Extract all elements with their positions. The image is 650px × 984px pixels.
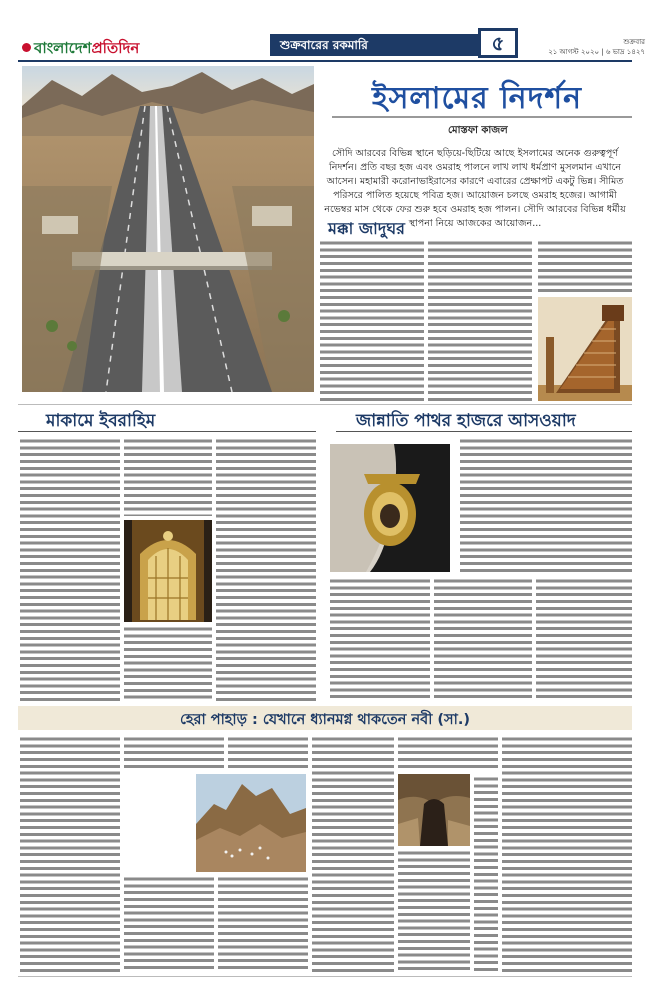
newspaper-logo[interactable]	[22, 37, 139, 62]
hera-column-5-top	[398, 736, 498, 770]
section-heading-hajar-aswad: জান্নাতি পাথর হাজরে আসওয়াদ	[356, 411, 576, 431]
hajar-column-2	[434, 578, 532, 702]
hera-mountain-photo	[196, 774, 306, 872]
masthead-rule	[18, 60, 632, 62]
hera-column-4	[312, 736, 394, 972]
museum-stairs-photo	[538, 297, 632, 401]
hera-column-2-top	[124, 736, 224, 770]
section-banner: শুক্রবারের রকমারি	[270, 34, 478, 56]
hajar-column-3	[536, 578, 632, 702]
issue-day: শুক্রবার	[623, 38, 645, 46]
hera-column-5-bottom	[398, 850, 470, 972]
article-title: ইসলামের নিদর্শন	[371, 81, 583, 116]
section-separator	[18, 404, 632, 405]
masthead	[0, 0, 650, 66]
title-rule	[332, 116, 632, 118]
maqam-column-3	[216, 438, 316, 702]
hera-column-6	[502, 736, 632, 972]
hera-column-3-top	[228, 736, 308, 770]
hero-highway-photo	[22, 66, 314, 392]
hajar-column-1	[330, 578, 430, 702]
hajar-column-top	[460, 438, 632, 574]
hera-cave-illustration	[398, 774, 470, 846]
hera-column-1	[20, 736, 120, 972]
hera-column-2-bottom	[124, 876, 214, 972]
makka-museum-column-2	[428, 240, 532, 402]
article-intro: সৌদি আরবের বিভিন্ন স্থানে ছড়িয়ে-ছিটিয়ে আছে ইসলামের অনেক গুরুত্বপূর্ণ নিদর্শন। প্রতি বছর হজ এবং ওমরাহ পালনে লাখ লাখ ধর্মপ্রাণ মুসলমান এখানে আসেন। মহামারী করোনাভাইরাসের কারণে এবারের প্রেক্ষাপট একটু ভিন্ন। সীমিত পরিসরে পালিত হয়েছে পবিত্র হজ। আয়োজন চলছে ওমরাহ হজের। আগামী নভেম্বর মাস থেকে ফের শুরু হবে ওমরাহ হজ পালন। সৌদি আরবের বিভিন্ন ধর্মীয় স্থাপনা নিয়ে আজকের আয়োজন...	[324, 148, 626, 229]
hera-mountain-illustration	[196, 774, 306, 872]
article-byline: মোস্তফা কাজল	[448, 125, 508, 136]
hajar-illustration	[330, 444, 450, 572]
hajar-heading-rule	[336, 431, 632, 432]
maqam-column-2-bottom	[124, 626, 212, 702]
hajar-aswad-photo	[330, 444, 450, 572]
section-heading-maqam-ibrahim: মাকামে ইবরাহিম	[46, 411, 156, 431]
hera-heading-band	[18, 706, 632, 730]
date-box	[545, 37, 645, 57]
page-bottom-rule	[18, 976, 632, 977]
hera-column-3-bottom	[218, 876, 308, 972]
logo-dot-icon	[22, 43, 31, 52]
hera-column-5-side	[474, 776, 498, 972]
makka-museum-column-1	[320, 240, 424, 402]
section-heading-makka-museum: মক্কা জাদুঘর	[328, 219, 405, 238]
maqam-illustration	[124, 520, 212, 622]
makka-museum-column-3	[538, 240, 632, 294]
section-heading-hera: হেরা পাহাড় : যেখানে ধ্যানমগ্ন থাকতেন নবী (সা.)	[180, 712, 470, 728]
issue-date: ২১ আগস্ট ২০২০ | ৬ ভাদ্র ১৪২৭	[548, 48, 645, 56]
maqam-column-1	[20, 438, 120, 702]
logo-text-1: বাংলাদেশ	[34, 39, 92, 57]
museum-illustration	[538, 297, 632, 401]
maqam-ibrahim-photo	[124, 520, 212, 622]
page-number: ৫	[478, 28, 518, 58]
maqam-column-2-top	[124, 438, 212, 516]
hera-cave-photo	[398, 774, 470, 846]
highway-illustration	[22, 66, 314, 392]
logo-text-2: প্রতিদিন	[91, 39, 140, 57]
maqam-heading-rule	[18, 431, 316, 432]
